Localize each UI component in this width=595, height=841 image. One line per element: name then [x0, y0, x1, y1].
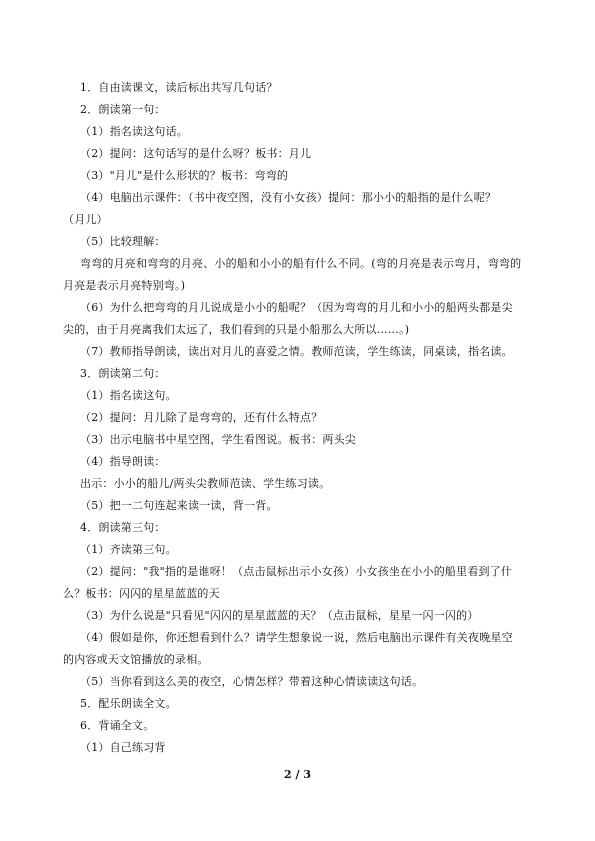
text-line: 的内容或天文馆播放的录相。 [63, 653, 209, 666]
page-number: 2 / 3 [284, 768, 311, 781]
document-body [63, 77, 533, 759]
text-line: （5）当你看到这么美的夜空，心情怎样？带着这种心情读读这句话。 [80, 675, 424, 688]
text-line: （7）教师指导朗读，读出对月儿的喜爱之情。教师范读，学生练读，同桌读，指名读。 [80, 345, 513, 358]
text-line: （月儿） [63, 213, 108, 226]
text-line: （4）假如是你，你还想看到什么？请学生想象说一说，然后电脑出示课件有关夜晚星空 [80, 631, 513, 644]
text-line: 出示：小小的船儿/两头尖教师范读、学生练习读。 [80, 477, 331, 490]
text-line: （3）为什么说是"只看见"闪闪的星星蓝蓝的天？（点击鼠标，星星一闪一闪的） [80, 609, 479, 622]
text-line: （2）提问："我"指的是谁呀！（点击鼠标出示小女孩）小女孩坐在小小的船里看到了什 [80, 565, 513, 578]
text-line: 6．背诵全文。 [80, 719, 155, 732]
text-line: 么？板书：闪闪的星星蓝蓝的天 [63, 587, 220, 600]
text-line: 3．朗读第二句： [80, 367, 166, 380]
text-line: （1）指名读这句话。 [80, 125, 188, 138]
text-line: （5）比较理解： [80, 235, 166, 248]
text-line: 2．朗读第一句： [80, 103, 166, 116]
text-line: （6）为什么把弯弯的月儿说成是小小的船呢？（因为弯弯的月儿和小小的船两头都是尖 [80, 301, 513, 314]
text-line: 4．朗读第三句： [80, 521, 166, 534]
text-line: （4）指导朗读： [80, 455, 166, 468]
text-line: （1）自己练习背 [80, 741, 166, 754]
text-line: （2）提问：月儿除了是弯弯的，还有什么特点？ [80, 411, 323, 424]
text-line: （1）齐读第三句。 [80, 543, 177, 556]
text-line: 5．配乐朗读全文。 [80, 697, 177, 710]
text-line: 弯弯的月亮和弯弯的月亮、小的船和小小的船有什么不同。(弯的月亮是表示弯月，弯弯的 [80, 257, 522, 270]
text-line: 尖的，由于月亮离我们太远了，我们看到的只是小船那么大所以……。) [63, 323, 410, 336]
text-line: （5）把一二句连起来读一读，背一背。 [80, 499, 278, 512]
text-line: （3）"月儿"是什么形状的？板书：弯弯的 [80, 169, 289, 182]
text-line: （4）电脑出示课件：（书中夜空图，没有小女孩）提问：那小小的船指的是什么呢？ [80, 191, 497, 204]
text-line: 月亮是表示月亮特别弯。) [63, 279, 186, 292]
text-line: 1．自由读课文，读后标出共写几句话？ [80, 81, 278, 94]
text-line: （3）出示电脑书中星空图，学生看图说。板书：两头尖 [80, 433, 356, 446]
text-line: （2）提问：这句话写的是什么呀？板书：月儿 [80, 147, 312, 160]
text-line: （1）指名读这句。 [80, 389, 177, 402]
